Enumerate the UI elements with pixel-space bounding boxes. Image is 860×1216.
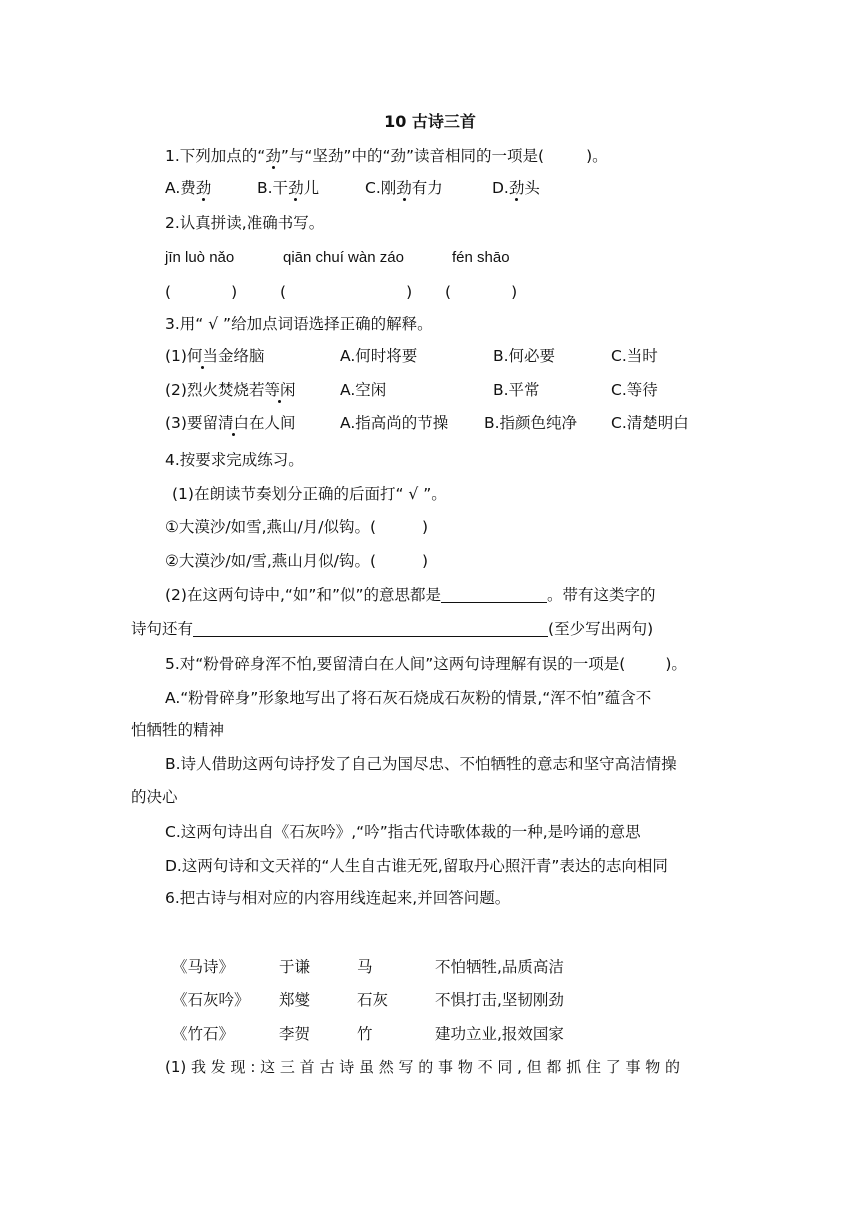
q2-answer-box-1[interactable]: ( )	[165, 283, 238, 301]
q3-row-3-option-a[interactable]: A.指高尚的节操	[340, 414, 449, 432]
q2-answer-box-3[interactable]: ( )	[445, 283, 518, 301]
q6-author-2[interactable]: 郑燮	[279, 991, 311, 1009]
q6-meaning-3[interactable]: 建功立业,报效国家	[435, 1025, 564, 1043]
q6-thing-2[interactable]: 石灰	[357, 991, 389, 1009]
q3-row-1-option-a[interactable]: A.何时将要	[340, 347, 418, 365]
q1-option-b[interactable]: B.干劲儿	[257, 179, 320, 197]
q4-line-2[interactable]: ②大漠沙/如/雪,燕山月似/钩。( )	[165, 552, 429, 570]
q1-stem-text: )。	[586, 147, 608, 165]
q6-sub1: (1) 我 发 现 : 这 三 首 古 诗 虽 然 写 的 事 物 不 同 , 但 都 抓 住 了 事 物 的	[165, 1058, 681, 1076]
q1-option-c[interactable]: C.刚劲有力	[365, 179, 443, 197]
q3-row-3-dotted: 清白	[217, 414, 249, 432]
q4-blank-meaning[interactable]	[441, 586, 547, 603]
q1-stem	[165, 146, 608, 166]
q4-line-1[interactable]: ①大漠沙/如雪,燕山/月/似钩。( )	[165, 518, 429, 536]
q3-row-1-option-b[interactable]: B.何必要	[493, 347, 556, 365]
q3-row-3-option-b[interactable]: B.指颜色纯净	[484, 414, 578, 432]
q3-row-2-option-c[interactable]: C.等待	[611, 381, 658, 399]
q6-poem-1[interactable]: 《马诗》	[172, 958, 235, 976]
q5-option-b-cont: 的决心	[131, 788, 178, 806]
q5-option-a[interactable]: A.“粉骨碎身”形象地写出了将石灰石烧成石灰粉的情景,“浑不怕”蕴含不	[165, 689, 652, 707]
q6-poem-3[interactable]: 《竹石》	[172, 1025, 235, 1043]
q3-row-2-dotted: 等闲	[264, 381, 296, 399]
q4-sub2: (2)在这两句诗中,“如”和”似”的意思都是 。带有这类字的	[165, 586, 656, 604]
q1-stem-text: ”中的“劲”读音相同的一项是(	[343, 147, 545, 165]
q3-stem: 3.用“ √ ”给加点词语选择正确的解释。	[165, 315, 433, 333]
q1-option-a[interactable]: A.费劲	[165, 179, 212, 197]
q2-answer-box-2[interactable]: ( )	[280, 283, 413, 301]
q2-pinyin-2: qiān chuí wàn záo	[283, 249, 404, 266]
q5-option-d[interactable]: D.这两句诗和文天祥的“人生自古谁无死,留取丹心照汗青”表达的志向相同	[165, 857, 668, 875]
q3-row-3-term: (3)要留清白在人间	[165, 414, 296, 432]
q1-stem-text: ”与“坚	[280, 147, 328, 165]
q3-row-1-option-c[interactable]: C.当时	[611, 347, 658, 365]
q4-blank-poems[interactable]	[193, 620, 548, 637]
q6-author-3[interactable]: 李贺	[279, 1025, 311, 1043]
page-title: 10 古诗三首	[384, 112, 476, 131]
q2-pinyin-1: jīn luò nǎo	[165, 249, 235, 266]
q1-char: 劲	[327, 147, 344, 165]
q6-meaning-2[interactable]: 不惧打击,坚韧刚劲	[435, 991, 564, 1009]
q5-option-b[interactable]: B.诗人借助这两句诗抒发了自己为国尽忠、不怕牺牲的意志和坚守高洁情操	[165, 755, 677, 773]
q2-pinyin-3: fén shāo	[452, 249, 510, 266]
q5-option-a-cont: 怕牺牲的精神	[131, 721, 225, 739]
q3-row-1-dotted: 何当	[186, 347, 218, 365]
q3-row-1-term: (1)何当金络脑	[165, 347, 265, 365]
q6-stem: 6.把古诗与相对应的内容用线连起来,并回答问题。	[165, 889, 511, 907]
q4-sub1: (1)在朗读节奏划分正确的后面打“ √ ”。	[172, 485, 447, 503]
q1-option-d-dotted: 劲	[508, 179, 525, 197]
q5-stem: 5.对“粉骨碎身浑不怕,要留清白在人间”这两句诗理解有误的一项是( )。	[165, 655, 687, 673]
q3-row-2-option-a[interactable]: A.空闲	[340, 381, 387, 399]
q6-meaning-1[interactable]: 不怕牺牲,品质高洁	[435, 958, 564, 976]
q6-thing-1[interactable]: 马	[357, 958, 373, 976]
q3-row-2-term: (2)烈火焚烧若等闲	[165, 381, 296, 399]
q6-author-1[interactable]: 于谦	[279, 958, 311, 976]
q1-stem-text: 1.下列加点的“	[165, 147, 266, 165]
q4-stem: 4.按要求完成练习。	[165, 451, 304, 469]
q6-poem-2[interactable]: 《石灰吟》	[172, 991, 250, 1009]
q6-thing-3[interactable]: 竹	[357, 1025, 373, 1043]
q1-dotted-char: 劲	[265, 147, 281, 165]
q1-option-a-dotted: 劲	[195, 179, 212, 197]
q5-option-c[interactable]: C.这两句诗出自《石灰吟》,“吟”指古代诗歌体裁的一种,是吟诵的意思	[165, 823, 641, 841]
q2-stem: 2.认真拼读,准确书写。	[165, 214, 325, 232]
q4-sub2-cont: 诗句还有 (至少写出两句)	[131, 620, 654, 638]
q3-row-3-option-c[interactable]: C.清楚明白	[611, 414, 689, 432]
q1-option-d[interactable]: D.劲头	[492, 179, 540, 197]
q1-option-c-dotted: 劲	[396, 179, 412, 197]
q1-option-b-dotted: 劲	[288, 179, 304, 197]
q3-row-2-option-b[interactable]: B.平常	[493, 381, 540, 399]
